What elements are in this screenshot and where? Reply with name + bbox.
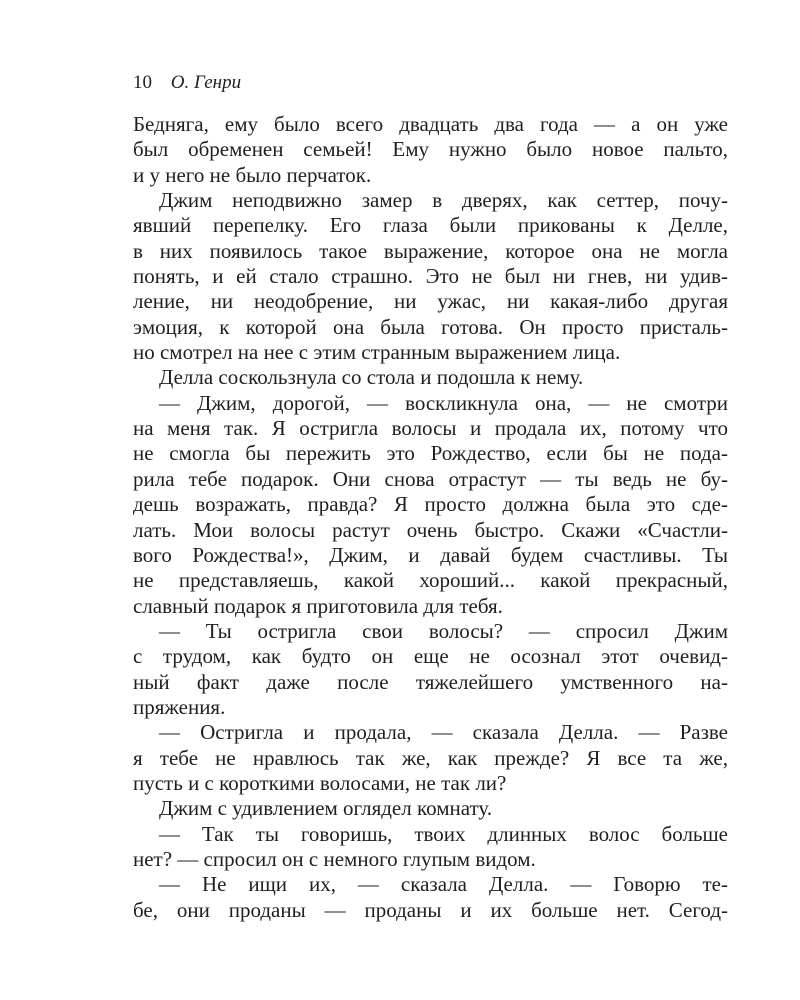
text-line: но смотрел на нее с этим странным выражением лица. (133, 340, 621, 365)
text-line: Бедняга, ему было всего двадцать два года — а он уже (133, 112, 728, 136)
text-line: эмоция, к которой она была готова. Он просто присталь- (133, 314, 728, 339)
text-line: Делла соскользнула со стола и подошла к нему. (159, 365, 584, 390)
text-line: я тебе не нравлюсь так же, как прежде? Я все та же, (133, 745, 728, 770)
running-header (133, 68, 728, 98)
text-line: — Остригла и продала, — сказала Делла. — Разве (159, 720, 728, 745)
text-line: — Так ты говоришь, твоих длинных волос больше (159, 821, 728, 846)
text-line: — Не ищи их, — сказала Делла. — Говорю те- (159, 872, 728, 897)
text-line: лать. Мои волосы растут очень быстро. Скажи «Счастли- (133, 517, 728, 542)
text-line: Джим с удивлением оглядел комнату. (159, 796, 493, 821)
text-line: ление, ни неодобрение, ни ужас, ни какая-либо другая (133, 289, 728, 314)
text-line: с трудом, как будто он еще не осознал этот очевид- (133, 644, 728, 669)
text-line: пусть и с короткими волосами, не так ли? (133, 770, 507, 795)
text-line: нет? — спросил он с немного глупым видом. (133, 846, 536, 871)
text-line: славный подарок я приготовила для тебя. (133, 593, 503, 618)
text-line: не смогла бы пережить это Рождество, если бы не пода- (133, 441, 728, 466)
text-line: дешь возражать, правда? Я просто должна была это сде- (133, 492, 728, 517)
text-line: — Джим, дорогой, — воскликнула она, — не смотри (159, 390, 728, 415)
page-number: 10 (133, 72, 152, 93)
text-line: понять, и ей стало страшно. Это не был ни гнев, ни удив- (133, 264, 728, 289)
text-line: бе, они проданы — проданы и их больше нет. Сегод- (133, 897, 728, 922)
running-header-author: О. Генри (170, 72, 242, 93)
text-line: — Ты остригла свои волосы? — спросил Джим (159, 618, 728, 643)
text-line: на меня так. Я остригла волосы и продала их, потому что (133, 416, 728, 441)
text-line: Джим неподвижно замер в дверях, как сеттер, почу- (159, 188, 728, 213)
text-line: явший перепелку. Его глаза были прикованы к Делле, (133, 213, 728, 238)
text-line: пряжения. (133, 694, 226, 719)
book-page (133, 68, 728, 923)
text-line: вого Рождества!», Джим, и давай будем счастливы. Ты (133, 542, 728, 567)
body-text (133, 112, 728, 923)
text-line: был обременен семьей! Ему нужно было новое пальто, (133, 137, 728, 162)
text-line: рила тебе подарок. Они снова отрастут — ты ведь не бу- (133, 466, 728, 491)
text-line: и у него не было перчаток. (133, 162, 372, 187)
text-line: в них появилось такое выражение, которое она не могла (133, 238, 728, 263)
text-line: не представляешь, какой хороший... какой прекрасный, (133, 568, 728, 593)
text-line: ный факт даже после тяжелейшего умственного на- (133, 669, 728, 694)
